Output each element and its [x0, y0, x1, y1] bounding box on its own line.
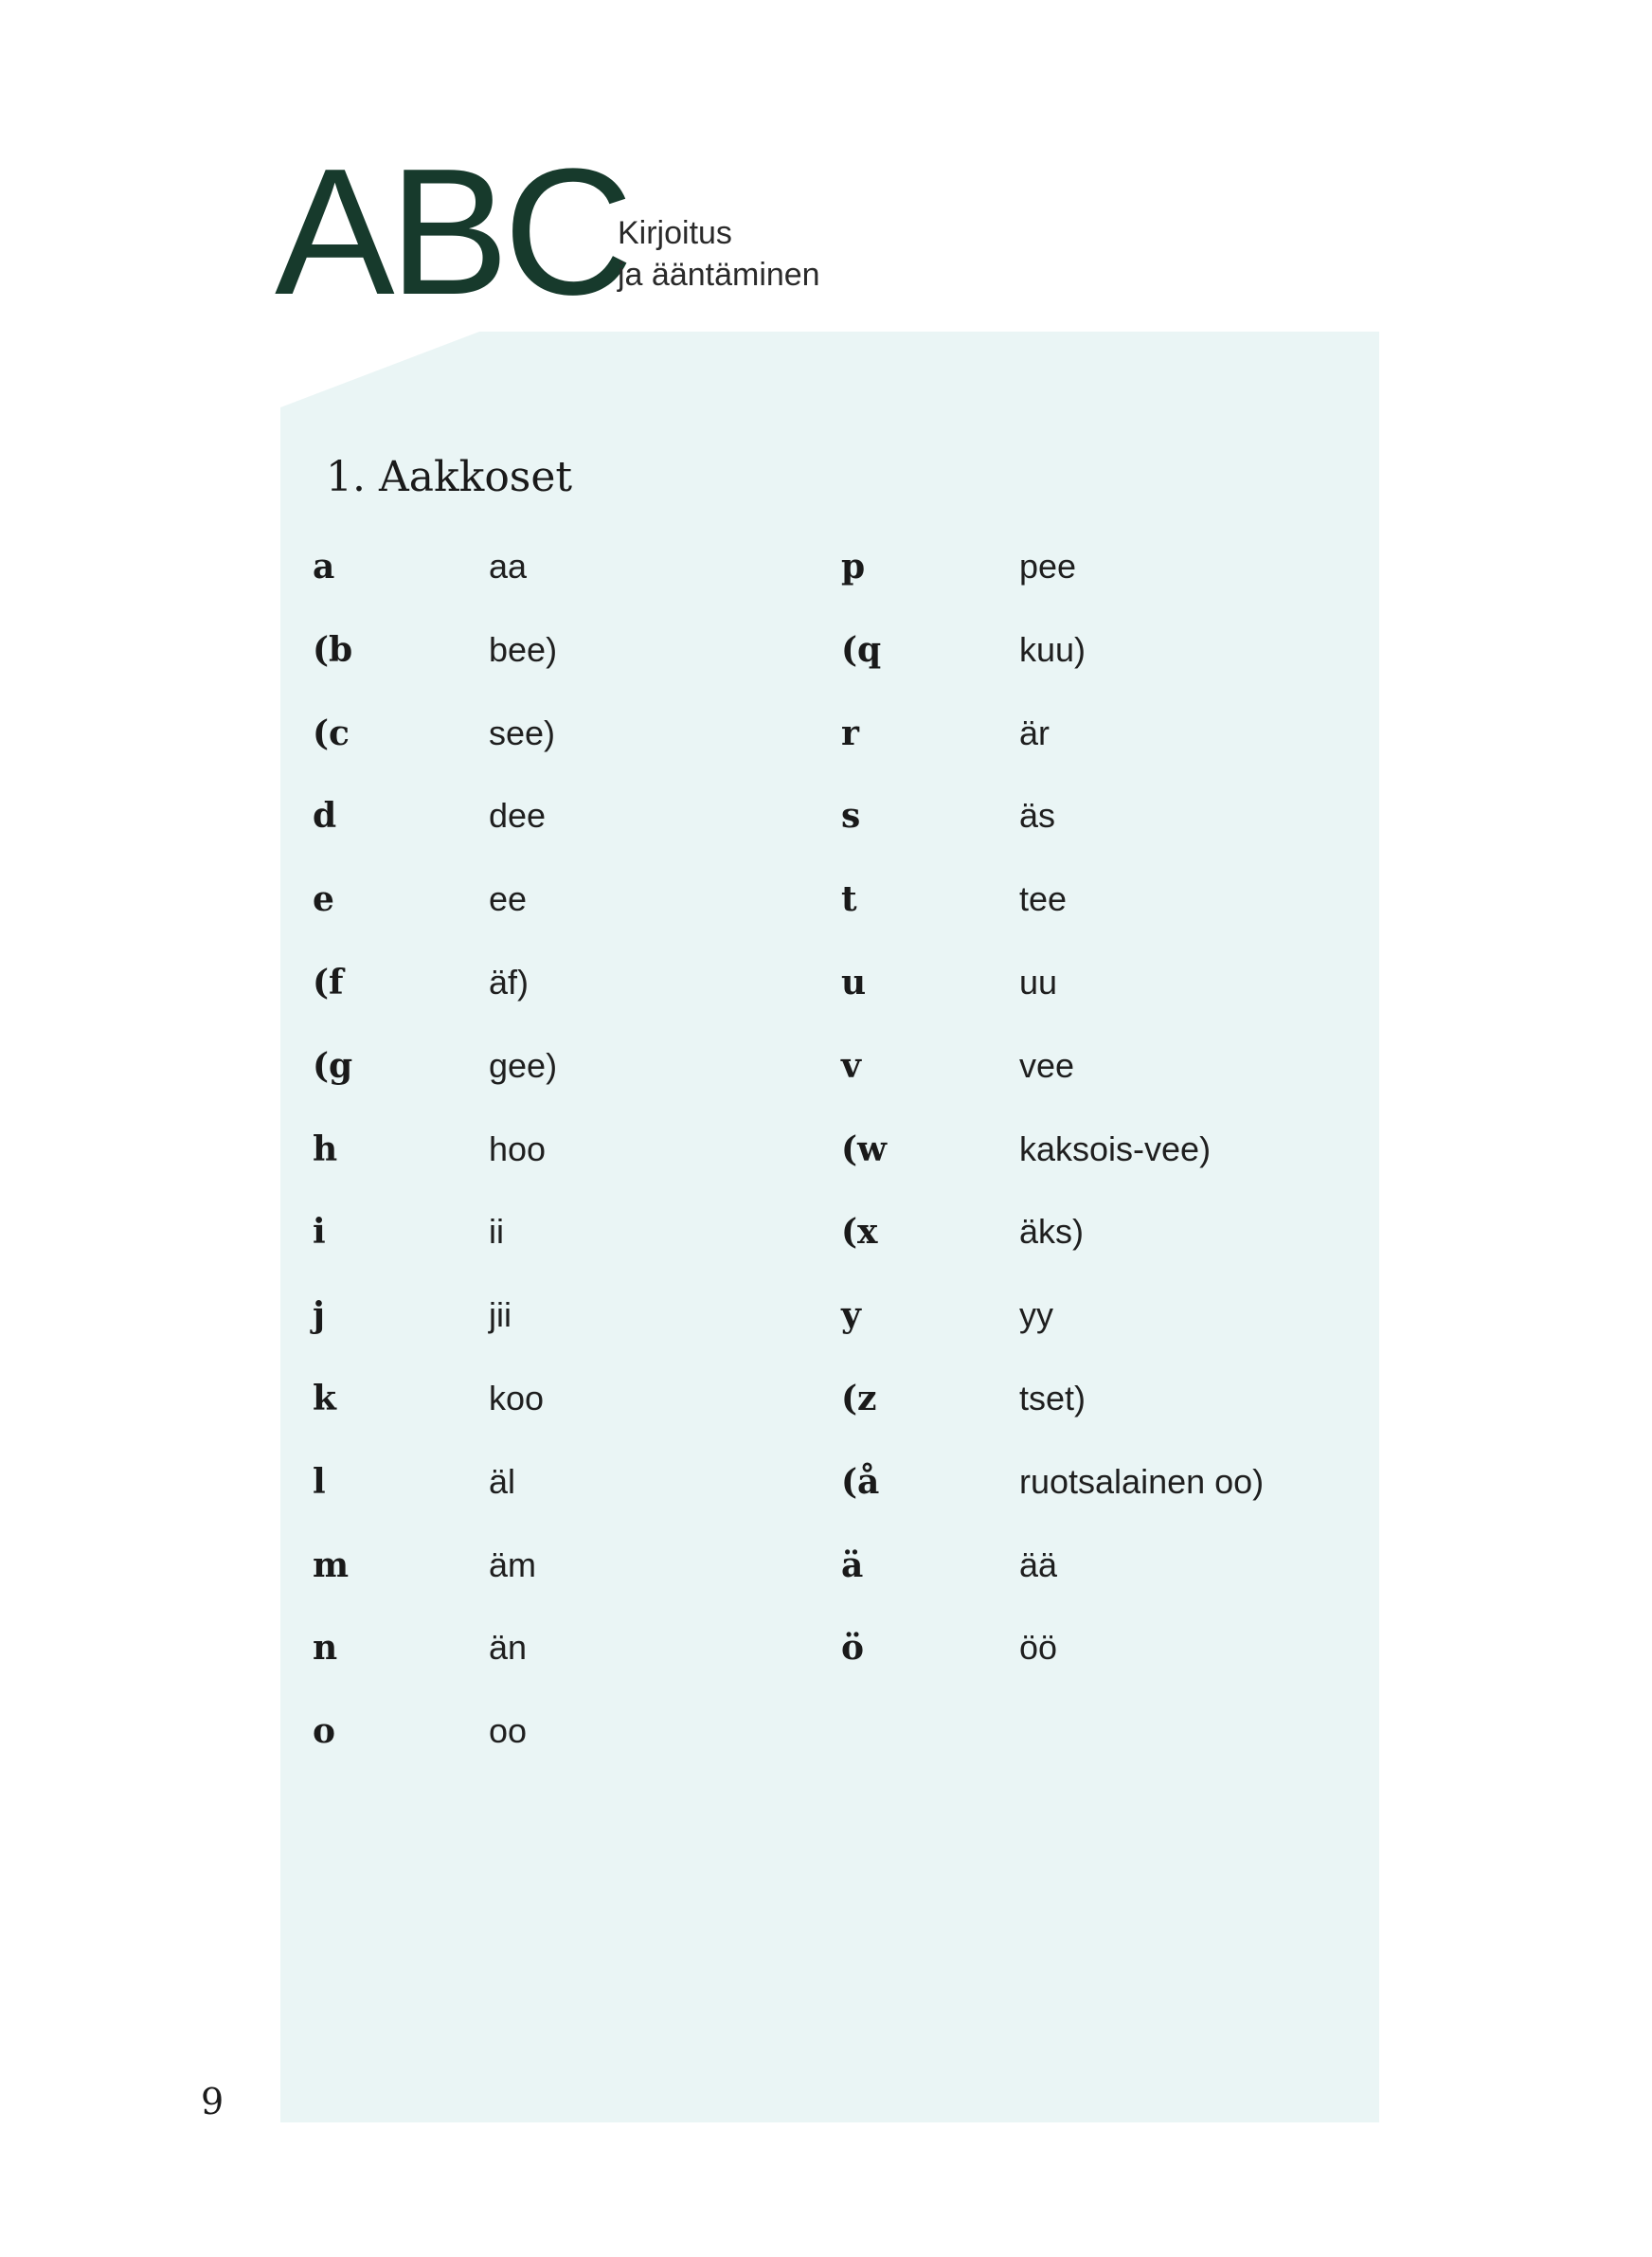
- letter-name: öö: [1019, 1628, 1058, 1667]
- letter: l: [313, 1462, 326, 1502]
- letter-name: ruotsalainen oo): [1019, 1462, 1265, 1501]
- letter-name: koo: [489, 1379, 545, 1417]
- letter-name: tee: [1019, 879, 1068, 918]
- alphabet-row: [0, 1203, 1652, 1260]
- letter: ö: [841, 1628, 865, 1668]
- letter-name: see): [489, 713, 556, 752]
- letter-name: aa: [489, 547, 528, 586]
- letter: n: [313, 1628, 338, 1668]
- letter-name: äs: [1019, 796, 1056, 835]
- letter: u: [841, 963, 867, 1002]
- alphabet-row: [0, 622, 1652, 678]
- letter-name: dee: [489, 796, 547, 835]
- letter: e: [313, 879, 334, 919]
- letter: s: [841, 796, 861, 836]
- alphabet-row: [0, 1703, 1652, 1760]
- alphabet-row: [0, 954, 1652, 1011]
- letter-name: vee: [1019, 1046, 1075, 1085]
- letter-name: gee): [489, 1046, 558, 1085]
- letter-name: ää: [1019, 1545, 1058, 1584]
- letter-name: än: [489, 1628, 528, 1667]
- letter: j: [313, 1295, 326, 1335]
- alphabet-row: [0, 538, 1652, 595]
- alphabet-row: [0, 1038, 1652, 1094]
- letter-name: oo: [489, 1711, 528, 1750]
- letter-name: kaksois-vee): [1019, 1129, 1212, 1168]
- letter-name: äks): [1019, 1212, 1085, 1251]
- alphabet-row: [0, 1537, 1652, 1594]
- letter: (g: [313, 1046, 353, 1086]
- letter-name: kuu): [1019, 630, 1086, 669]
- letter-name: äm: [489, 1545, 537, 1584]
- letter: o: [313, 1711, 336, 1751]
- letter: h: [313, 1129, 338, 1169]
- alphabet-row: [0, 1121, 1652, 1178]
- letter: p: [841, 547, 866, 587]
- alphabet-row: [0, 871, 1652, 928]
- letter-name: pee: [1019, 547, 1077, 586]
- subtitle-line-1: Kirjoitus: [618, 215, 732, 251]
- letter: d: [313, 796, 337, 836]
- page-number: 9: [201, 2081, 224, 2122]
- alphabet-row: [0, 1287, 1652, 1344]
- letter-name: ii: [489, 1212, 504, 1251]
- letter-name: hoo: [489, 1129, 547, 1168]
- letter-name: tset): [1019, 1379, 1086, 1417]
- alphabet-row: [0, 1454, 1652, 1510]
- letter: (x: [841, 1212, 878, 1252]
- letter-name: bee): [489, 630, 558, 669]
- letter: ä: [841, 1545, 864, 1585]
- abc-logo: ABC: [275, 132, 628, 333]
- letter-name: ee: [489, 879, 528, 918]
- letter: r: [841, 713, 859, 753]
- subtitle-line-2: ja ääntäminen: [618, 257, 820, 293]
- letter: m: [313, 1545, 350, 1585]
- letter-name: är: [1019, 713, 1050, 752]
- letter: y: [841, 1295, 861, 1335]
- letter: (w: [841, 1129, 888, 1169]
- letter: t: [841, 879, 857, 919]
- section-number: 1.: [326, 453, 366, 501]
- letter: (b: [313, 630, 353, 670]
- section-title: Aakkoset: [378, 453, 573, 501]
- letter: a: [313, 547, 335, 587]
- letter-name: äf): [489, 963, 530, 1002]
- letter: i: [313, 1212, 326, 1252]
- letter: (z: [841, 1379, 877, 1418]
- letter: v: [841, 1046, 861, 1086]
- letter: k: [313, 1379, 336, 1418]
- letter: (f: [313, 963, 344, 1002]
- alphabet-row: [0, 1619, 1652, 1676]
- letter: (å: [841, 1462, 880, 1502]
- letter-name: äl: [489, 1462, 516, 1501]
- alphabet-row: [0, 1370, 1652, 1427]
- alphabet-row: [0, 705, 1652, 762]
- letter-name: jii: [489, 1295, 512, 1334]
- alphabet-row: [0, 787, 1652, 844]
- letter: (q: [841, 630, 882, 670]
- letter-name: yy: [1019, 1295, 1053, 1334]
- letter: (c: [313, 713, 350, 753]
- letter-name: uu: [1019, 963, 1058, 1002]
